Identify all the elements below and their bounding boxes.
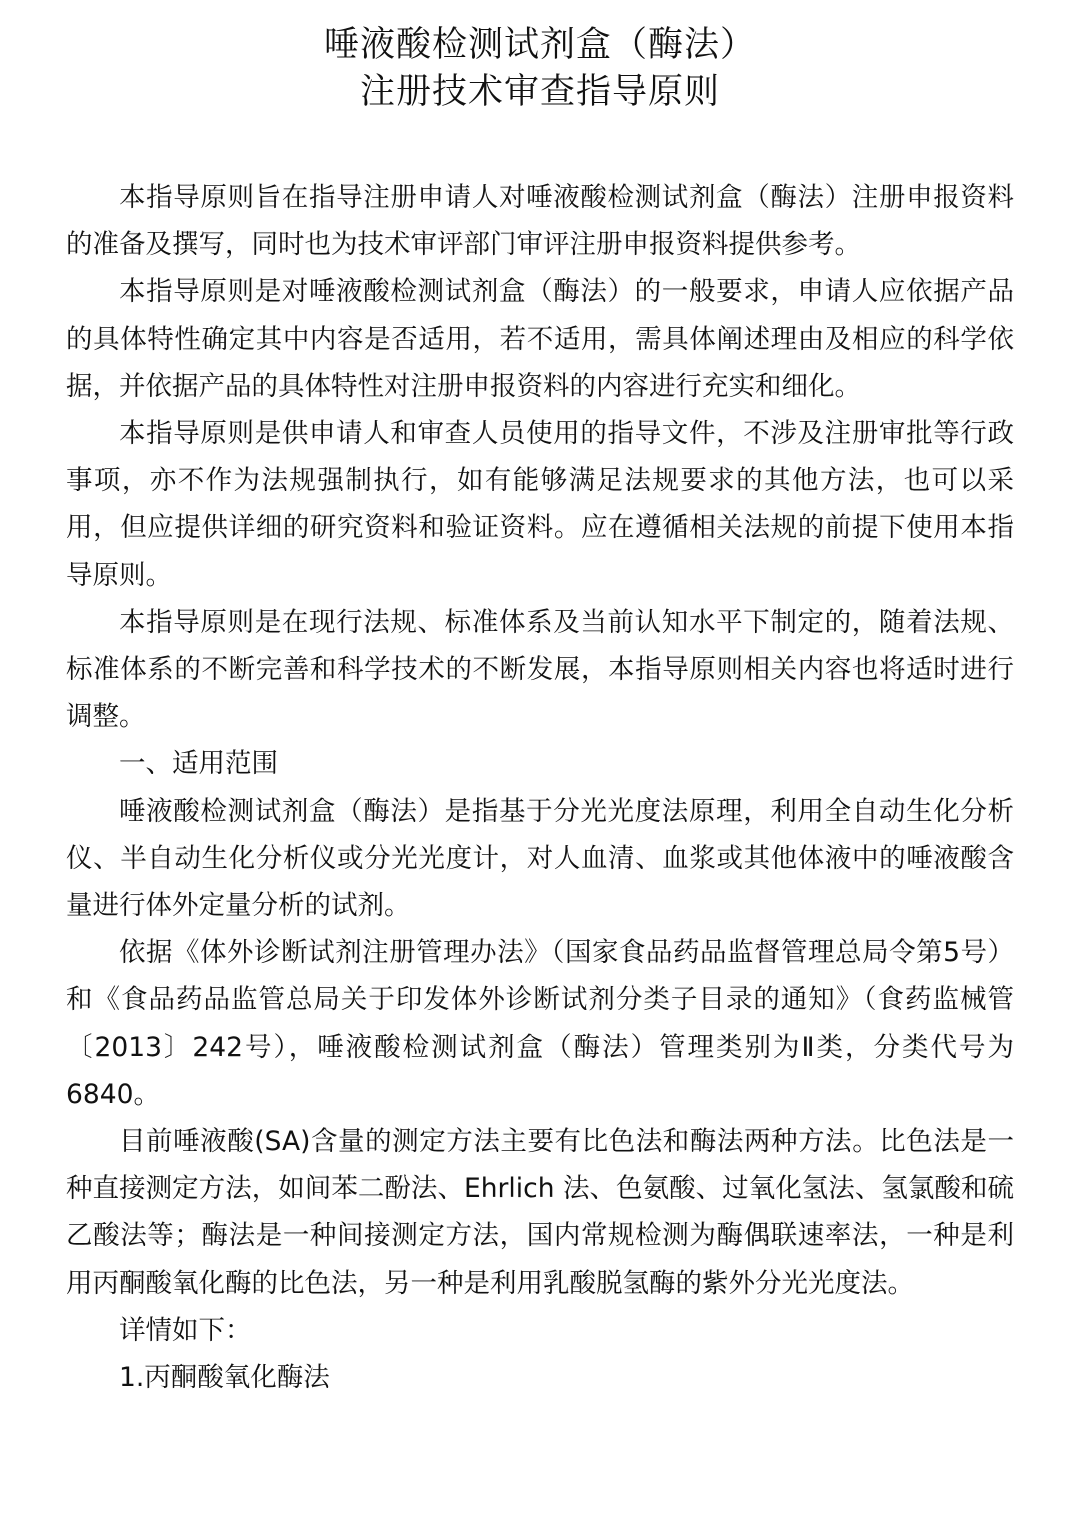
- paragraph-general-requirements: 本指导原则是对唾液酸检测试剂盒（酶法）的一般要求，申请人应依据产品的具体特性确定其中内容是否适用，若不适用，需具体阐述理由及相应的科学依据，并依据产品的具体特性对注册申报资料的内容进行充实和细化。: [66, 276, 1014, 402]
- details-heading: 详情如下：: [119, 1314, 252, 1346]
- paragraph-scope: 唾液酸检测试剂盒（酶法）是指基于分光光度法原理，利用全自动生化分析仪、半自动生化分析仪或分光光度计，对人血清、血浆或其他体液中的唾液酸含量进行体外定量分析的试剂。: [66, 795, 1014, 922]
- subheading-pyruvate-oxidase: 1.丙酮酸氧化酶法: [119, 1362, 330, 1394]
- document-title: [66, 22, 1014, 116]
- title-line-1: 唾液酸检测试剂盒（酶法）: [323, 25, 756, 65]
- title-line-2: 注册技术审查指导原则: [359, 72, 720, 112]
- paragraph-classification: 依据《体外诊断试剂注册管理办法》（国家食品药品监督管理总局令第5号）和《食品药品监管总局关于印发体外诊断试剂分类子目录的通知》（食药监械管〔2013〕242号），唾液酸检测试剂盒（酶法）管理类别为Ⅱ类，分类代号为6840。: [66, 937, 1014, 1110]
- paragraph-adjustment: 本指导原则是在现行法规、标准体系及当前认知水平下制定的，随着法规、标准体系的不断完善和科学技术的不断发展，本指导原则相关内容也将适时进行调整。: [66, 606, 1014, 733]
- paragraph-methods: 目前唾液酸(SA)含量的测定方法主要有比色法和酶法两种方法。比色法是一种直接测定方法，如间苯二酚法、Ehrlich 法、色氨酸、过氧化氢法、氢氯酸和硫乙酸法等；酶法是一种间接测定方法，国内常规检测为酶偶联速率法，一种是利用丙酮酸氧化酶的比色法，另一种是利用乳酸脱氢酶的紫外分光光度法。: [66, 1126, 1014, 1299]
- paragraph-guidance-nature: 本指导原则是供申请人和审查人员使用的指导文件，不涉及注册审批等行政事项，亦不作为法规强制执行，如有能够满足法规要求的其他方法，也可以采用，但应提供详细的研究资料和验证资料。应在遵循相关法规的前提下使用本指导原则。: [66, 418, 1014, 591]
- paragraph-purpose: 本指导原则旨在指导注册申请人对唾液酸检测试剂盒（酶法）注册申报资料的准备及撰写，同时也为技术审评部门审评注册申报资料提供参考。: [66, 182, 1014, 261]
- section-heading-scope: 一、适用范围: [119, 748, 278, 780]
- document-body: [66, 174, 1014, 1401]
